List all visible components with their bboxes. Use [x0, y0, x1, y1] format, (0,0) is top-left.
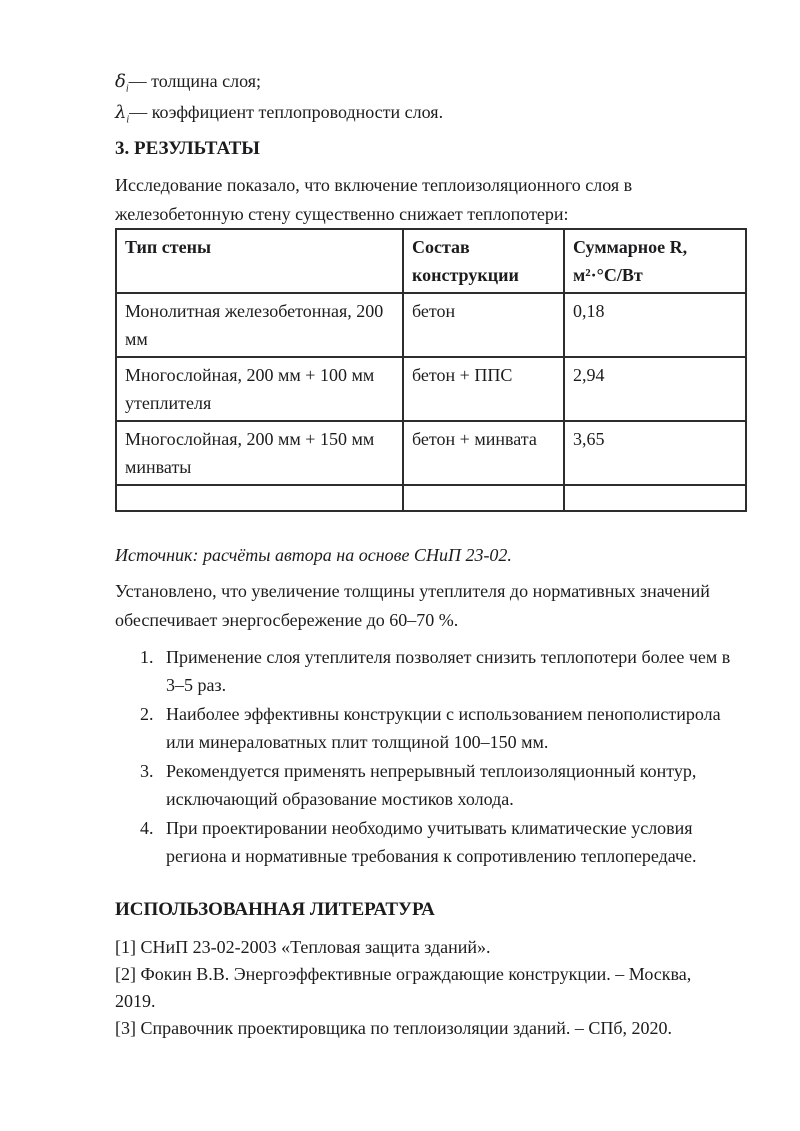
- list-item-text: Применение слоя утеплителя позволяет снизить теплопотери более чем в 3–5 раз.: [166, 647, 731, 695]
- list-item-number: 2.: [140, 704, 154, 724]
- col-header-wall-type: Тип стены: [116, 229, 403, 293]
- cell-composition: [403, 485, 564, 511]
- definition-lambda: [115, 97, 745, 128]
- cell-wall-type: Многослойная, 200 мм + 100 мм утеплителя: [116, 357, 403, 421]
- list-item-text: Рекомендуется применять непрерывный теплоизоляционный контур, исключающий образование мостиков холода.: [166, 761, 697, 809]
- list-item: [140, 757, 745, 813]
- reference-item: [1] СНиП 23-02-2003 «Тепловая защита зданий».: [115, 937, 491, 957]
- table-row: [116, 421, 746, 485]
- reference-item: [2] Фокин В.В. Энергоэффективные ограждающие конструкции. – Москва, 2019.: [115, 964, 692, 1011]
- cell-r-value: 0,18: [564, 293, 746, 357]
- source-note: Источник: расчёты автора на основе СНиП 23-02.: [115, 545, 512, 565]
- list-item: [140, 814, 745, 870]
- reference-item: [3] Справочник проектировщика по теплоизоляции зданий. – СПб, 2020.: [115, 1018, 673, 1038]
- definition-delta-text: — толщина слоя;: [128, 71, 262, 91]
- list-item-number: 1.: [140, 647, 154, 667]
- col-header-composition: Состав конструкции: [403, 229, 564, 293]
- list-item: [140, 643, 745, 699]
- cell-r-value: 3,65: [564, 421, 746, 485]
- cell-wall-type: [116, 485, 403, 511]
- table-header-row: [116, 229, 746, 293]
- cell-composition: бетон + минвата: [403, 421, 564, 485]
- results-heading: 3. РЕЗУЛЬТАТЫ: [115, 138, 260, 159]
- table-row-empty: [116, 485, 746, 511]
- conclusions-list: [115, 643, 745, 870]
- lambda-subscript: i: [126, 114, 130, 126]
- list-item: [140, 700, 745, 756]
- findings-paragraph: Установлено, что увеличение толщины утеплителя до нормативных значений обеспечивает энергосбережение до 60–70 %.: [115, 581, 710, 630]
- cell-r-value: [564, 485, 746, 511]
- symbol-definitions: [115, 66, 745, 128]
- cell-wall-type: Многослойная, 200 мм + 150 мм минваты: [116, 421, 403, 485]
- cell-r-value: 2,94: [564, 357, 746, 421]
- cell-composition: бетон: [403, 293, 564, 357]
- delta-subscript: i: [125, 83, 129, 95]
- cell-composition: бетон + ППС: [403, 357, 564, 421]
- list-item-text: При проектировании необходимо учитывать климатические условия региона и нормативные требования к сопротивлению теплопередаче.: [166, 818, 697, 866]
- references: [115, 934, 735, 1042]
- list-item-number: 3.: [140, 761, 154, 781]
- delta-symbol: δ: [115, 71, 126, 92]
- definition-lambda-text: — коэффициент теплопроводности слоя.: [129, 102, 444, 122]
- cell-wall-type: Монолитная железобетонная, 200 мм: [116, 293, 403, 357]
- lambda-symbol: λ: [115, 102, 127, 123]
- table-row: [116, 357, 746, 421]
- results-table: [115, 228, 747, 512]
- definition-delta: [115, 66, 745, 97]
- literature-heading: ИСПОЛЬЗОВАННАЯ ЛИТЕРАТУРА: [115, 899, 435, 920]
- intro-paragraph: Исследование показало, что включение теплоизоляционного слоя в железобетонную стену существенно снижает теплопотери:: [115, 175, 633, 224]
- list-item-number: 4.: [140, 818, 154, 838]
- col-header-r-value: Суммарное R, м²·°С/Вт: [564, 229, 746, 293]
- list-item-text: Наиболее эффективны конструкции с использованием пенополистирола или минераловатных плит толщиной 100–150 мм.: [166, 704, 721, 752]
- table-row: [116, 293, 746, 357]
